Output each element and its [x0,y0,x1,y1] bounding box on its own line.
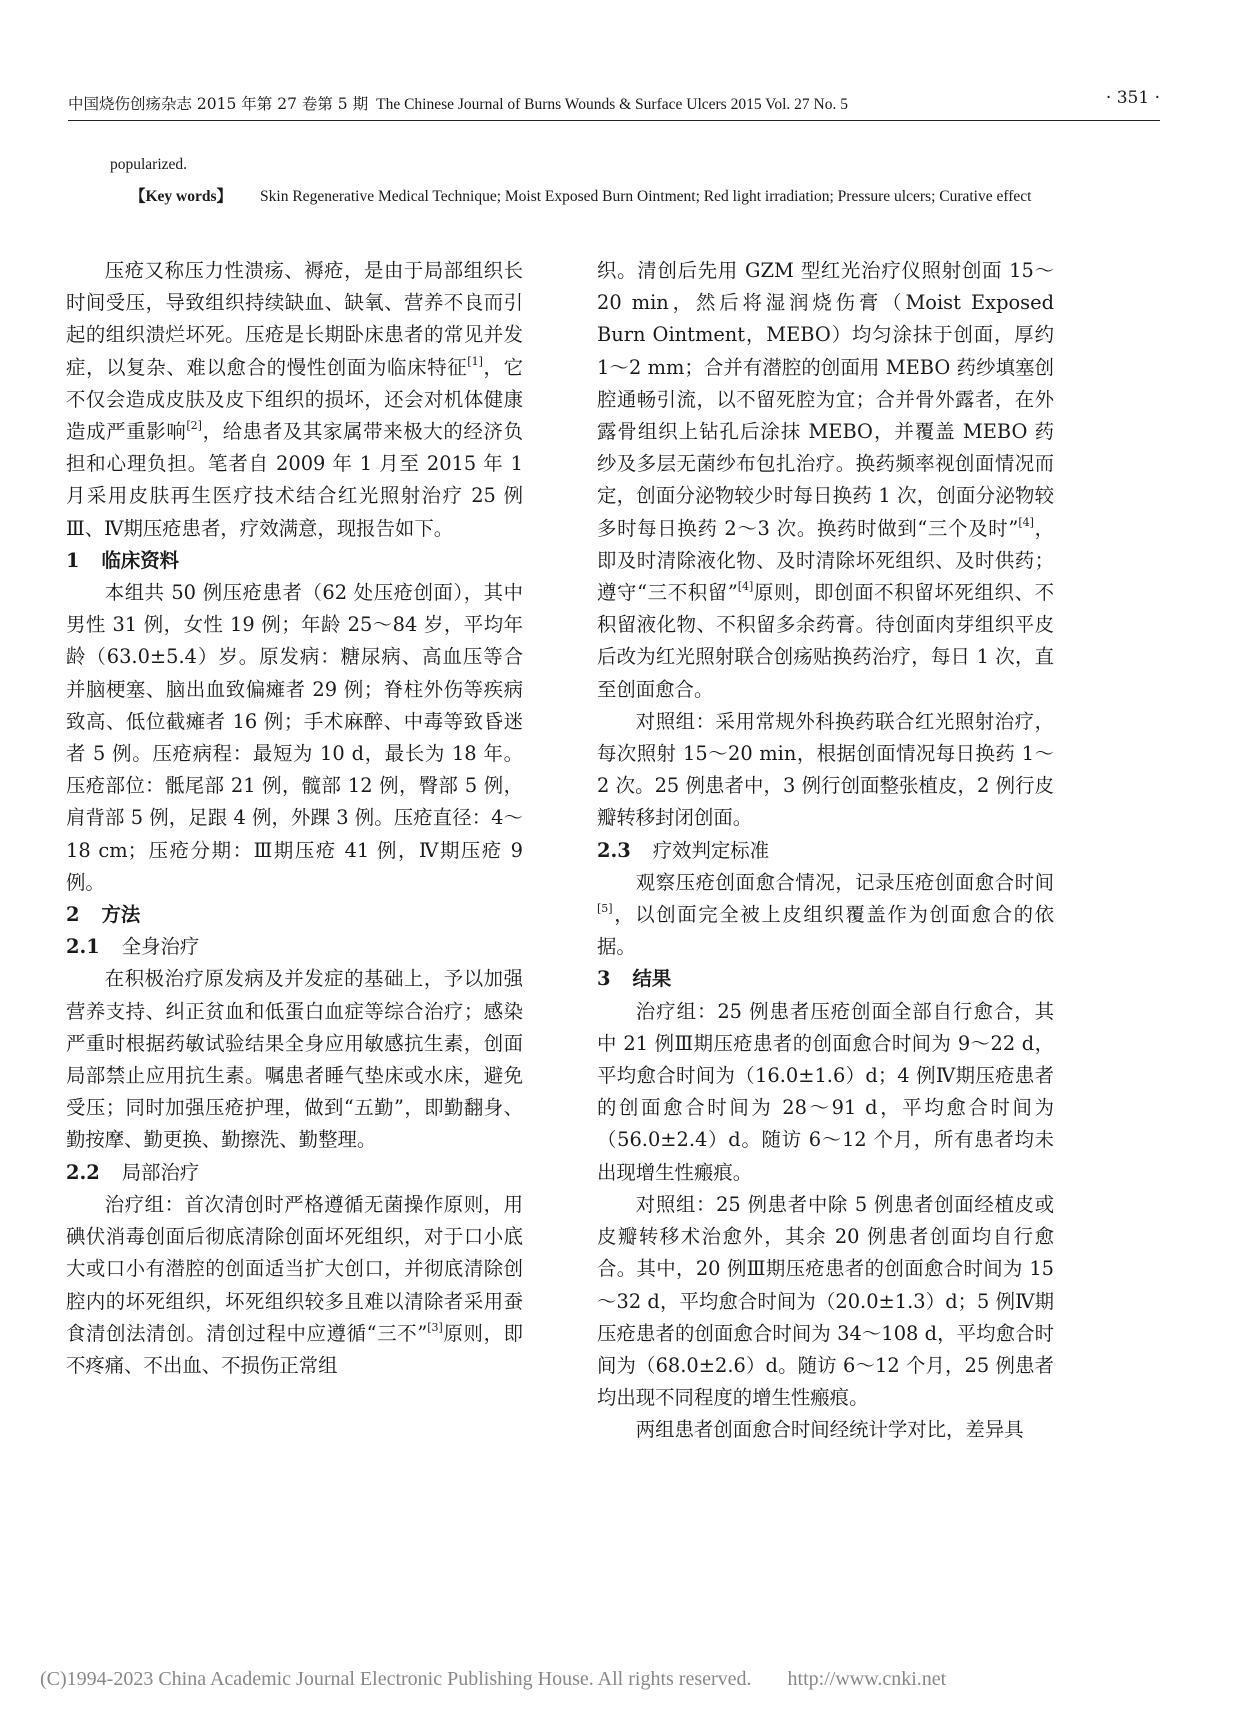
page-number: · 351 · [1105,88,1160,108]
clinical-data-paragraph: 本组共 50 例压疮患者（62 处压疮创面），其中男性 31 例，女性 19 例；年龄 25～84 岁，平均年龄（63.0±5.4）岁。原发病：糖尿病、高血压等合并脑梗塞、脑出血致偏瘫者 29 例；脊柱外伤等疾病致高、低位截瘫者 16 例；手术麻醉、中毒等致昏迷者 5 例。压疮病程：最短为 10 d，最长为 18 年。压疮部位：骶尾部 21 例，髋部 12 例，臀部 5 例，肩背部 5 例，足跟 4 例，外踝 3 例。压疮直径：4～18 cm；压疮分期：Ⅲ期压疮 41 例，Ⅳ期压疮 9 例。 [66,581,523,894]
local-treatment-paragraph [66,1189,523,1382]
subsection-heading-2-2 [66,1157,523,1189]
section-title: 方法 [101,903,141,927]
section-title: 结果 [632,967,672,991]
results-comparison-paragraph: 两组患者创面愈合时间经统计学对比，差异具 [635,1418,1024,1442]
subsection-number: 2.2 [66,1160,100,1184]
subsection-title: 疗效判定标准 [652,838,770,862]
keywords [110,182,1050,212]
left-column [66,255,523,1382]
subsection-title: 局部治疗 [121,1160,200,1184]
results-treatment-group-paragraph: 治疗组：25 例患者压疮创面全部自行愈合，其中 21 例Ⅲ期压疮患者的创面愈合时间为 9～22 d，平均愈合时间为（16.0±1.6）d；4 例Ⅳ期压疮患者的创面愈合时间为 28～91 d，平均愈合时间为（56.0±2.4）d。随访 6～12 个月，所有患者均未出现增生性瘢痕。 [597,999,1054,1184]
journal-title-en: The Chinese Journal of Burns Wounds & Surface Ulcers 2015 Vol. 27 No. 5 [376,96,848,113]
section-number: 3 [597,967,611,991]
treatment-text-b: ，即及时清除液化物、及时清除坏死组织、及时供药；遵守“三不积留” [597,516,1054,605]
subsection-number: 2.3 [597,838,631,862]
citation-3: [3] [427,1320,443,1334]
right-column [597,255,1054,1447]
header-rule [68,120,1160,121]
section-title: 临床资料 [101,548,180,572]
local-treatment-text-a: 治疗组：首次清创时严格遵循无菌操作原则，用碘伏消毒创面后彻底清除创面坏死组织，对于口小底大或口小有潜腔的创面适当扩大创口，并彻底清除创腔内的坏死组织，坏死组织较多且难以清除者采用蚕食清创法清创。清创过程中应遵循“三不” [66,1192,523,1345]
running-header [68,88,1160,116]
copyright-footer [40,1668,1200,1691]
subsection-title: 全身治疗 [121,935,200,959]
footer-url: http://www.cnki.net [787,1668,947,1690]
keywords-label: 【Key words】 [130,188,233,205]
criteria-text-b: ，以创面完全被上皮组织覆盖作为创面愈合的依据。 [597,903,1054,959]
journal-title-cn: 中国烧伤创疡杂志 2015 年第 27 卷第 5 期 [68,95,369,113]
treatment-continued-paragraph [597,255,1054,706]
subsection-heading-2-3 [597,835,1054,867]
subsection-heading-2-1 [66,931,523,963]
control-group-method-paragraph: 对照组：采用常规外科换药联合红光照射治疗，每次照射 15～20 min，根据创面情况每日换药 1～2 次。25 例患者中，3 例行创面整张植皮，2 例行皮瓣转移封闭创面。 [597,709,1054,830]
local-treatment-text-b: 原则，即不疼痛、不出血、不损伤正常组 [66,1321,524,1377]
intro-text-b: ，它不仅会造成皮肤及皮下组织的损坏，还会对机体健康造成严重影响 [66,355,524,444]
section-heading-3 [597,963,1054,995]
intro-text-a: 压疮又称压力性溃疡、褥疮，是由于局部组织长时间受压，导致组织持续缺血、缺氧、营养不良而引起的组织溃烂坏死。压疮是长期卧床患者的常见并发症，以复杂、难以愈合的慢性创面为临床特征 [66,259,523,379]
citation-2: [2] [186,419,202,433]
intro-paragraph [66,255,523,545]
criteria-paragraph [597,867,1054,964]
journal-title [68,92,848,114]
results-control-group-paragraph: 对照组：25 例患者中除 5 例患者创面经植皮或皮瓣转移术治愈外，其余 20 例患者创面均自行愈合。其中，20 例Ⅲ期压疮患者的创面愈合时间为 15～32 d，平均愈合时间为（20.0±1.3）d；5 例Ⅳ期压疮患者的创面愈合时间为 34～108 d，平均愈合时间为（68.0±2.6）d。随访 6～12 个月，25 例患者均出现不同程度的增生性瘢痕。 [597,1192,1054,1410]
treatment-text-a: 织。清创后先用 GZM 型红光治疗仪照射创面 15～20 min，然后将湿润烧伤膏（Moist Exposed Burn Ointment，MEBO）均匀涂抹于创面，厚约 1～2 mm；合并有潜腔的创面用 MEBO 药纱填塞创腔通畅引流，以不留死腔为宜；合并骨外露者，在外露骨组织上钻孔后涂抹 MEBO，并覆盖 MEBO 药纱及多层无菌纱布包扎治疗。换药频率视创面情况而定，创面分泌物较少时每日换药 1 次，创面分泌物较多时每日换药 2～3 次。换药时做到“三个及时” [597,259,1054,540]
section-heading-1 [66,545,523,577]
keywords-text: Skin Regenerative Medical Technique; Moist Exposed Burn Ointment; Red light irradiation; Pressure ulcers; Curative effect [260,188,1032,205]
abstract-tail: popularized. [110,156,188,173]
systemic-treatment-paragraph: 在积极治疗原发病及并发症的基础上，予以加强营养支持、纠正贫血和低蛋白血症等综合治疗；感染严重时根据药敏试验结果全身应用敏感抗生素，创面局部禁止应用抗生素。嘱患者睡气垫床或水床，避免受压；同时加强压疮护理，做到“五勤”，即勤翻身、勤按摩、勤更换、勤擦洗、勤整理。 [66,967,523,1152]
section-number: 2 [66,903,80,927]
citation-4b: [4] [737,580,754,594]
citation-5: [5] [597,902,613,916]
section-number: 1 [66,548,80,572]
copyright-text: (C)1994-2023 China Academic Journal Electronic Publishing House. All rights reserved. [40,1668,752,1690]
subsection-number: 2.1 [66,935,100,959]
intro-text-c: ，给患者及其家属带来极大的经济负担和心理负担。笔者自 2009 年 1 月至 2015 年 1 月采用皮肤再生医疗技术结合红光照射治疗 25 例Ⅲ、Ⅳ期压疮患者，疗效满意，现报告如下。 [66,420,524,540]
section-heading-2 [66,899,523,931]
treatment-text-c: 原则，即创面不积留坏死组织、不积留液化物、不积留多余药膏。待创面肉芽组织平皮后改为红光照射联合创疡贴换药治疗，每日 1 次，直至创面愈合。 [597,581,1055,701]
citation-4a: [4] [1018,515,1034,529]
citation-1: [1] [467,354,483,368]
criteria-text-a: 观察压疮创面愈合情况，记录压疮创面愈合时间 [635,870,1054,894]
